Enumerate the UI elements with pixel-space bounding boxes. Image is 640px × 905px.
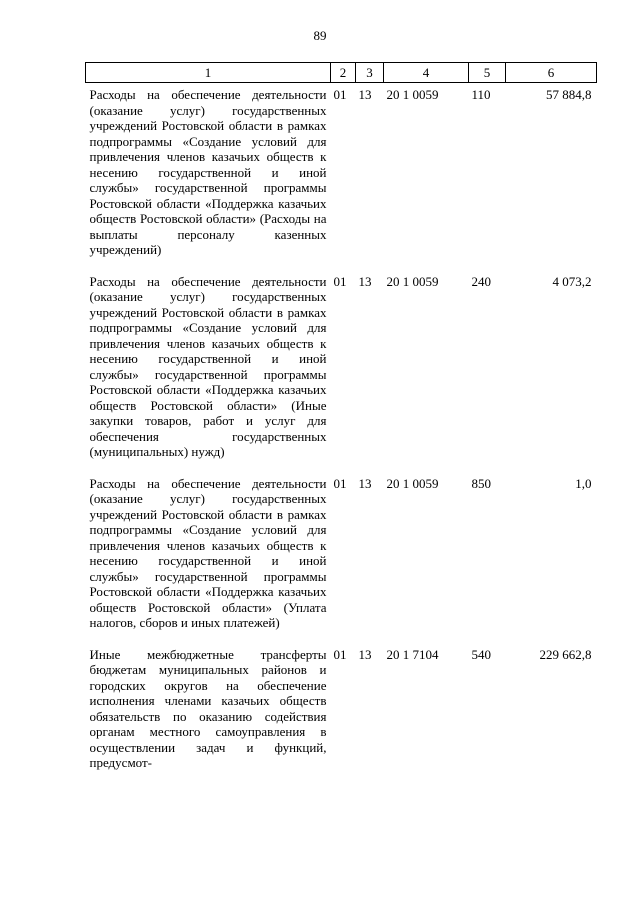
row-subsection-code: 13	[358, 475, 372, 491]
header-col-5: 5	[469, 63, 506, 83]
row-subsection-code: 13	[358, 87, 372, 102]
row-amount: 4 073,2	[552, 273, 592, 289]
row-section-code: 01	[333, 475, 347, 491]
header-col-2: 2	[331, 63, 356, 83]
budget-table	[85, 62, 597, 783]
row-target-article: 20 1 0059	[386, 475, 439, 491]
row-subsection-code: 13	[358, 273, 372, 289]
header-col-4: 4	[384, 63, 469, 83]
row-expense-type: 110	[471, 87, 491, 102]
header-col-1: 1	[86, 63, 331, 83]
table-body	[86, 83, 597, 783]
row-description: Расходы на обеспечение деятельности (оказание услуг) государственных учреждений Ростовской области в рамках подпрограммы «Создание условий для привлечения членов казачьих обществ к несению государственной и иной службы» государственной программы Ростовской области «Поддержка казачьих обществ Ростовской области» (Расходы на выплаты персоналу казенных учреждений)	[89, 87, 327, 257]
table-row	[86, 472, 597, 643]
row-amount: 229 662,8	[539, 646, 592, 662]
row-description: Расходы на обеспечение деятельности (оказание услуг) государственных учреждений Ростовской области в рамках подпрограммы «Создание условий для привлечения членов казачьих обществ к несению государственной и иной службы» государственной программы Ростовской области «Поддержка казачьих обществ Ростовской области» (Иные закупки товаров, работ и услуг для обеспечения государственных (муниципальных) нужд)	[89, 273, 327, 459]
header-col-3: 3	[356, 63, 384, 83]
row-section-code: 01	[333, 273, 347, 289]
header-col-6: 6	[506, 63, 597, 83]
row-subsection-code: 13	[358, 646, 372, 662]
row-amount: 1,0	[575, 475, 592, 491]
table-row	[86, 270, 597, 472]
row-expense-type: 240	[471, 273, 491, 289]
row-expense-type: 540	[471, 646, 491, 662]
row-section-code: 01	[333, 87, 347, 102]
row-section-code: 01	[333, 646, 347, 662]
row-description: Иные межбюджетные трансферты бюджетам муниципальных районов и городских округов на обеспечение исполнения членами казачьих обществ обязательств по оказанию содействия органам местного самоуправления в осуществлении задач и функций, предусмот-	[89, 646, 327, 770]
row-target-article: 20 1 0059	[386, 87, 439, 102]
row-target-article: 20 1 7104	[386, 646, 439, 662]
page-number: 89	[313, 28, 327, 43]
table-row	[86, 83, 597, 270]
row-amount: 57 884,8	[546, 87, 592, 102]
row-description: Расходы на обеспечение деятельности (оказание услуг) государственных учреждений Ростовской области в рамках подпрограммы «Создание условий для привлечения членов казачьих обществ к несению государственной и иной службы» государственной программы Ростовской области «Поддержка казачьих обществ Ростовской области» (Уплата налогов, сборов и иных платежей)	[89, 475, 327, 630]
row-expense-type: 850	[471, 475, 491, 491]
header-row	[86, 63, 597, 83]
table-row	[86, 643, 597, 783]
table-header	[86, 63, 597, 83]
row-target-article: 20 1 0059	[386, 273, 439, 289]
